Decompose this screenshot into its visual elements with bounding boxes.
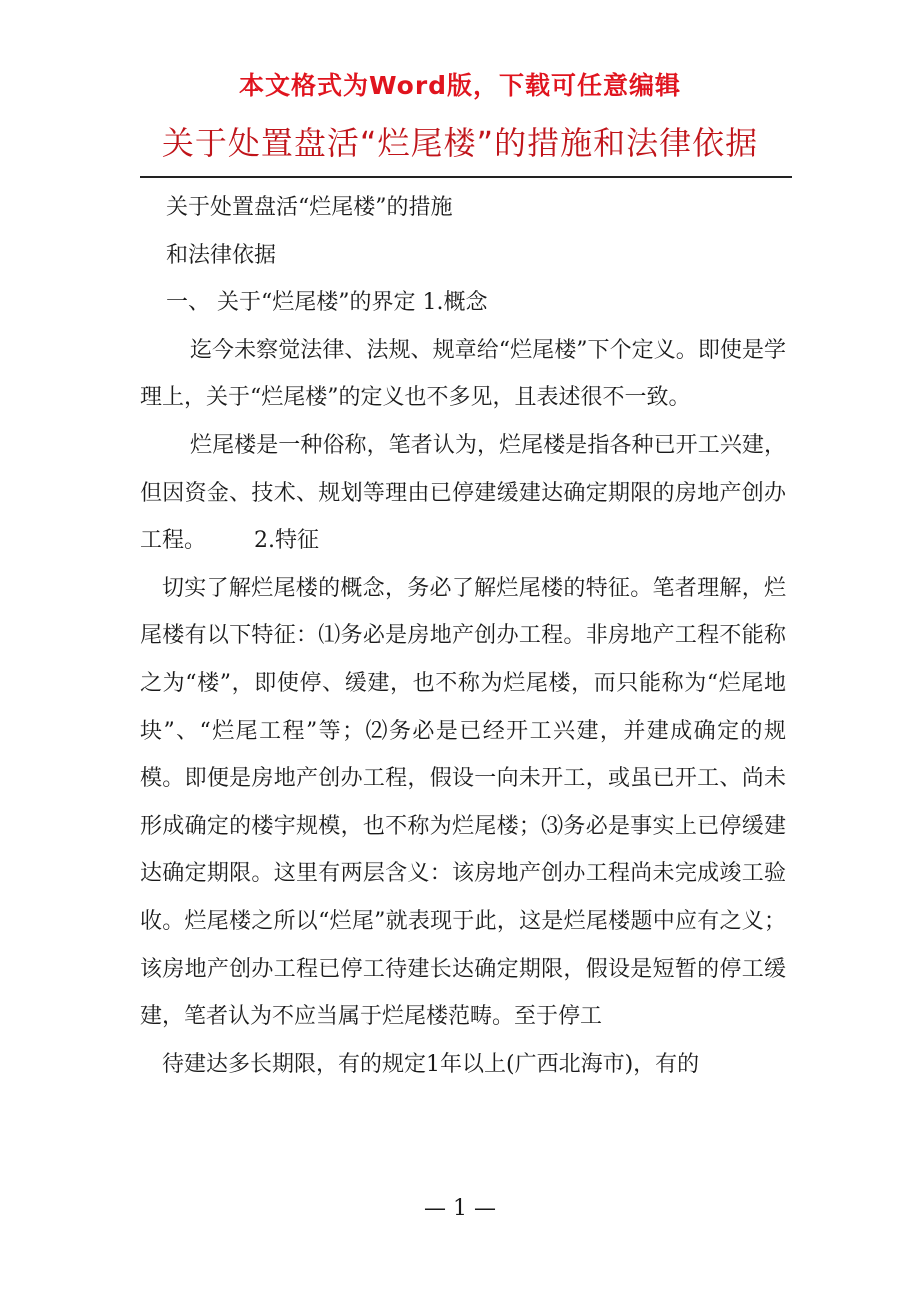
paragraph-concept-text: 烂尾楼是一种俗称，笔者认为，烂尾楼是指各种已开工兴建，但因资金、技术、规划等理由已停建缓建达确定期限的房地产创办工程。 [140,432,786,554]
format-notice-banner: 本文格式为Word版，下载可任意编辑 [238,71,682,100]
paragraph-definition: 迄今未察觉法律、法规、规章给“烂尾楼”下个定义。即使是学理上，关于“烂尾楼”的定义也不多见，且表述很不一致。 [140,337,786,411]
section-heading: 一、 关于“烂尾楼”的界定 1.概念 [166,290,488,316]
paragraph-features: 切实了解烂尾楼的概念，务必了解烂尾楼的特征。笔者理解，烂尾楼有以下特征：⑴务必是房地产创办工程。非房地产工程不能称之为“楼”，即使停、缓建，也不称为烂尾楼，而只能称为“烂尾地块”、“烂尾工程”等；⑵务必是已经开工兴建，并建成确定的规模。即便是房地产创办工程，假设一向未开工，或虽已开工、尚未形成确定的楼宇规模，也不称为烂尾楼；⑶务必是事实上已停缓建达确定期限。这里有两层含义：该房地产创办工程尚未完成竣工验收。烂尾楼之所以“烂尾”就表现于此，这是烂尾楼题中应有之义；该房地产创办工程已停工待建长达确定期限，假设是短暂的停工缓建，笔者认为不应当属于烂尾楼范畴。至于停工 [140,575,786,1030]
title-divider [140,176,792,178]
document-body [140,184,786,1088]
document-title: 关于处置盘活“烂尾楼”的措施和法律依据 [161,124,759,162]
paragraph-heading-2: 和法律依据 [166,242,277,268]
paragraph-heading-1: 关于处置盘活“烂尾楼”的措施 [166,195,453,220]
paragraph-concept [140,422,786,565]
subsection-heading-features: 2.特征 [254,528,320,554]
page-number: — 1 — [424,1196,496,1221]
paragraph-duration: 待建达多长期限，有的规定1年以上(广西北海市)，有的 [162,1051,700,1077]
